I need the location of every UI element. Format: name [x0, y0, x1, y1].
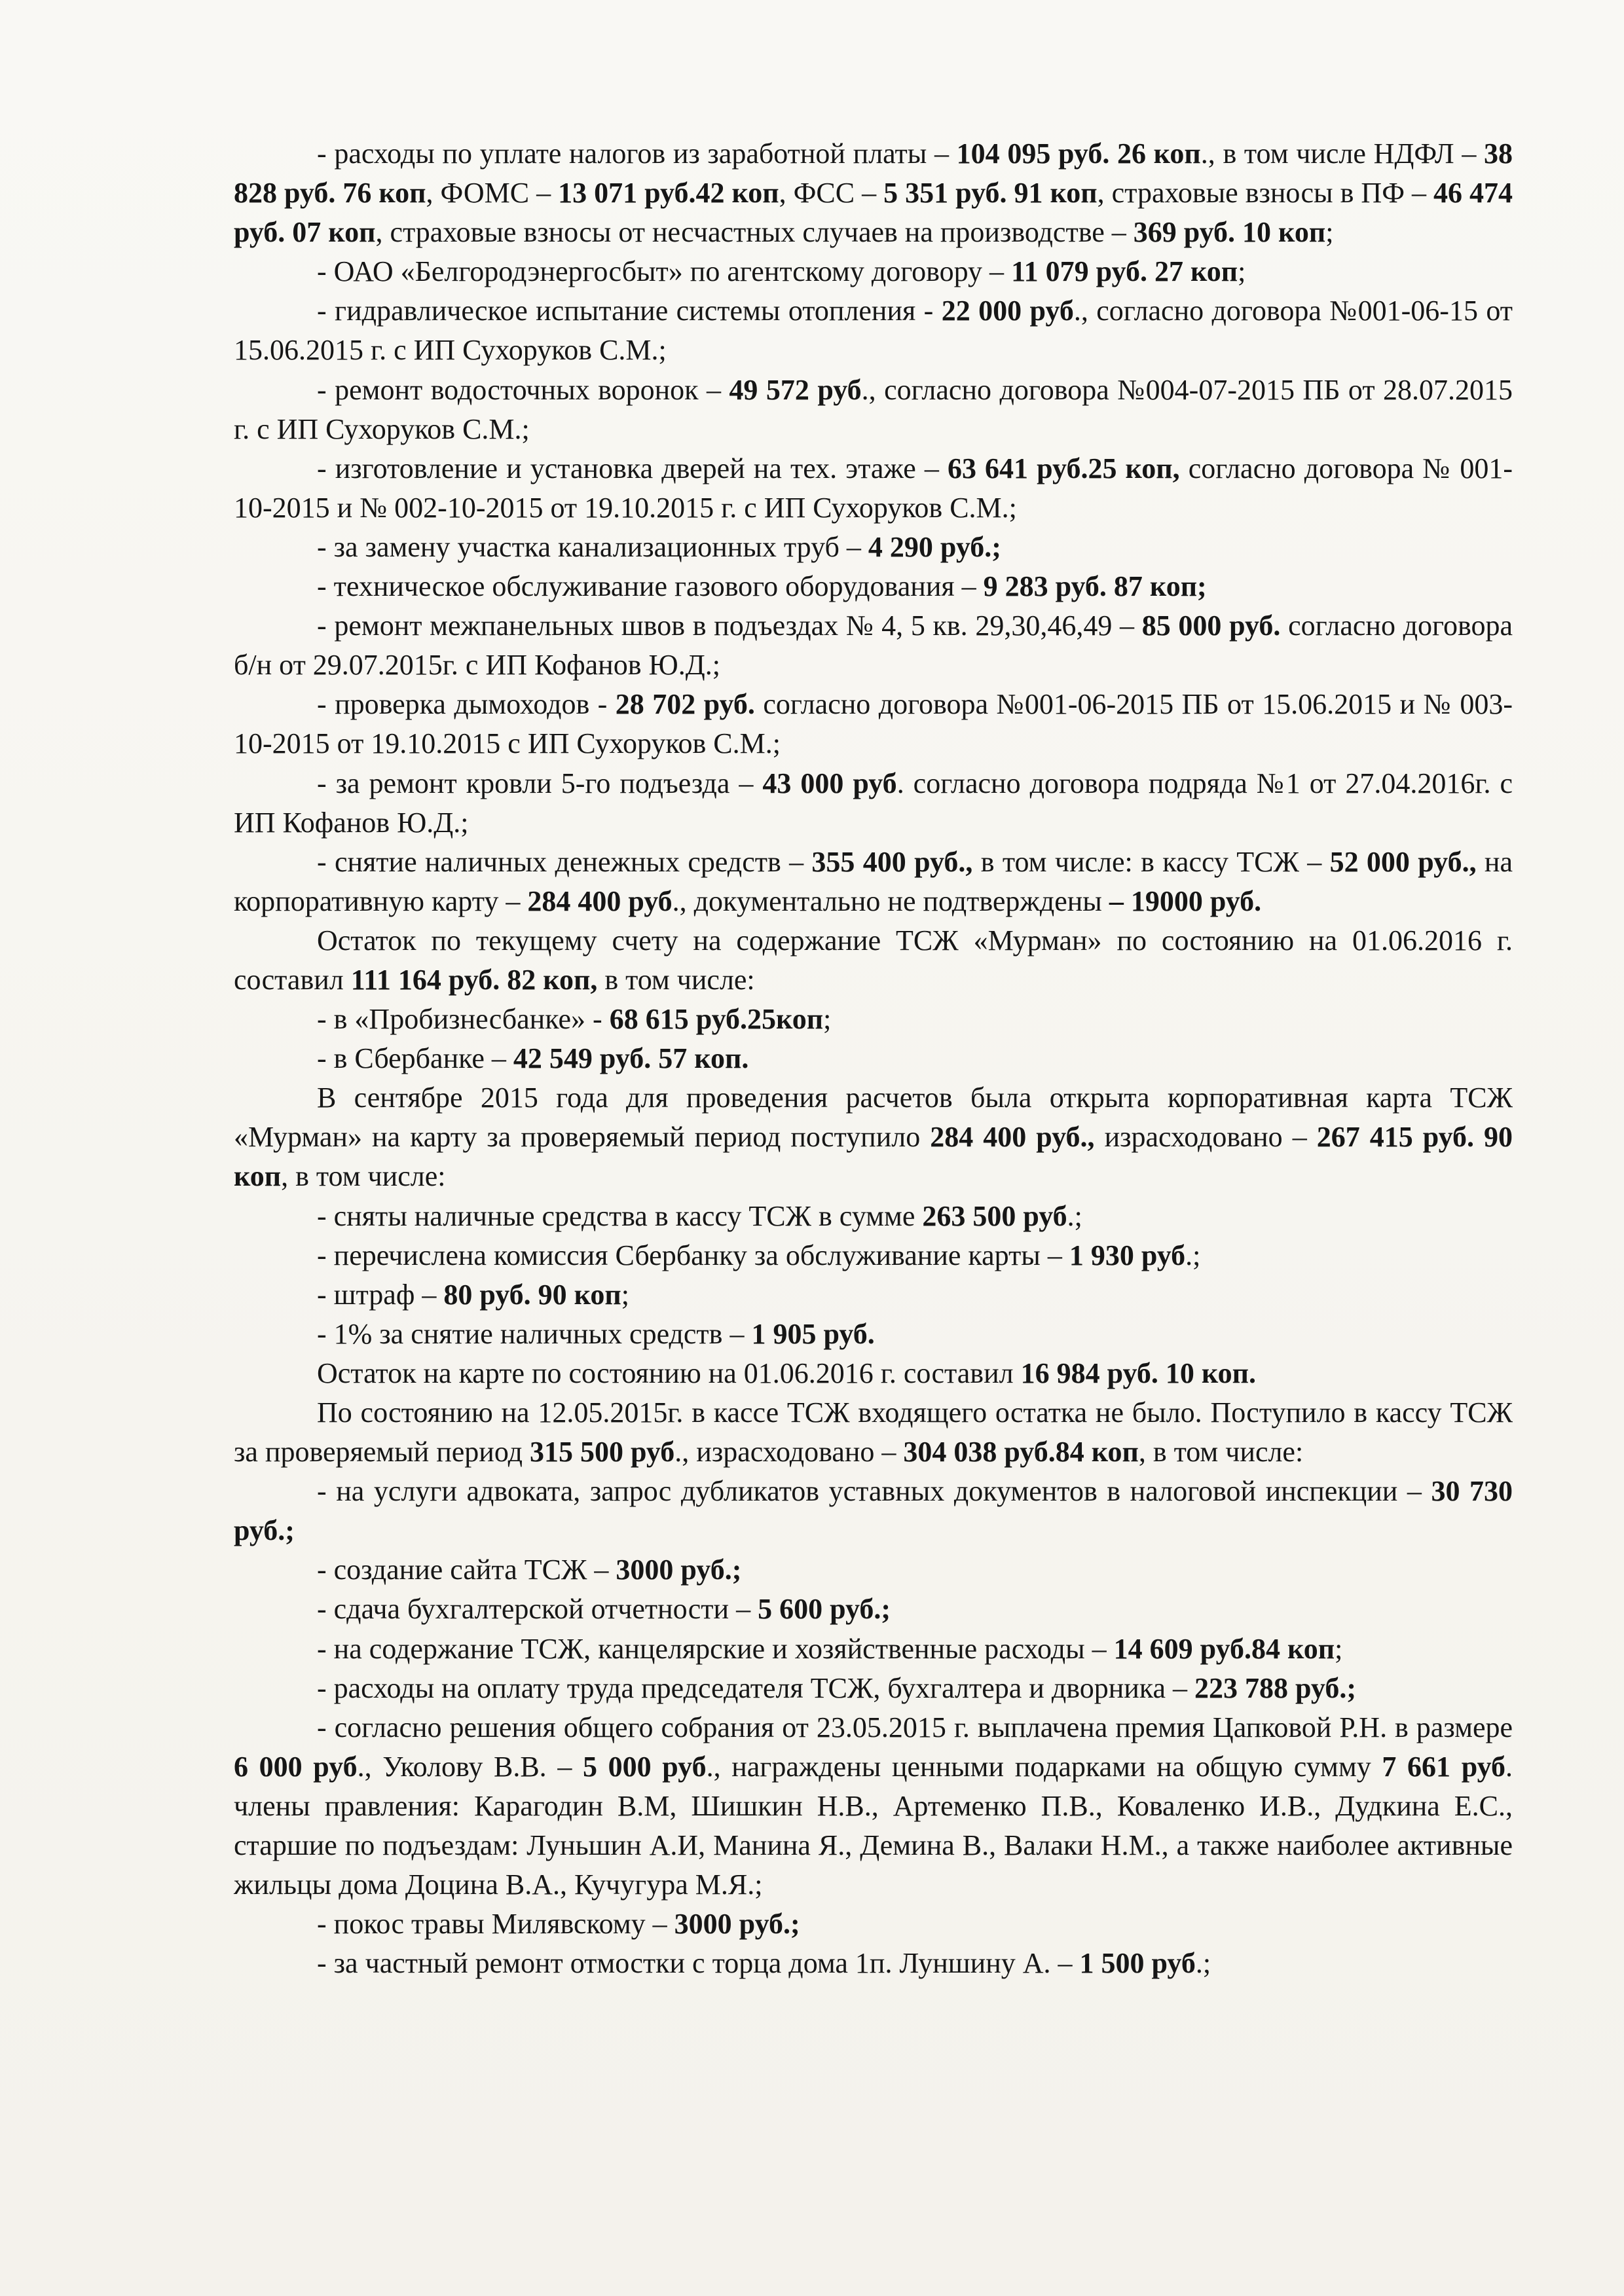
amount-text: 263 500 руб [922, 1199, 1067, 1232]
amount-text: 1 905 руб. [751, 1317, 875, 1350]
amount-text: 5 600 руб.; [758, 1593, 891, 1626]
paragraph [234, 1669, 1513, 1708]
amount-text: 5 351 руб. 91 коп [883, 177, 1098, 210]
amount-text: 284 400 руб [527, 884, 673, 917]
text-segment: - изготовление и установка дверей на тех. этаже – [317, 452, 948, 484]
text-segment: .; [1185, 1239, 1201, 1271]
text-segment: - покос травы Милявскому – [317, 1908, 674, 1941]
text-segment: ; [1238, 255, 1246, 288]
amount-text: 16 984 руб. 10 коп. [1020, 1357, 1257, 1389]
text-segment: - снятие наличных денежных средств – [317, 845, 812, 878]
text-segment: - ремонт межпанельных швов в подъездах № 4, 5 кв. 29,30,46,49 – [317, 610, 1142, 642]
text-segment: ; [823, 1003, 832, 1036]
paragraph [234, 1354, 1513, 1393]
paragraph [234, 1550, 1513, 1590]
paragraph [234, 685, 1513, 763]
text-segment: - в Сбербанке – [317, 1042, 513, 1075]
text-segment: ., Уколову В.В. – [357, 1750, 583, 1783]
amount-text: 1 500 руб [1079, 1947, 1196, 1980]
text-segment: В сентябре 2015 года для проведения расчетов была открыта корпоративная карта ТСЖ «Мурман» на карту за проверяемый период поступило [234, 1082, 1513, 1154]
text-segment: ; [1335, 1632, 1343, 1665]
text-segment: .; [1067, 1199, 1082, 1232]
text-segment: , ФСС – [779, 177, 884, 210]
paragraph [234, 567, 1513, 606]
amount-text: 43 000 руб [762, 767, 897, 799]
amount-text: 355 400 руб., [811, 845, 973, 878]
amount-text: 304 038 руб.84 коп [903, 1436, 1139, 1468]
amount-text: 3000 руб.; [674, 1908, 800, 1941]
text-segment: - на содержание ТСЖ, канцелярские и хозяйственные расходы – [317, 1632, 1114, 1665]
text-segment: согласно договора №001-06-2015 ПБ от 15.06.2015 и № 003-10-2015 от 19.10.2015 с ИП Сухоруков С.М.; [234, 688, 1513, 760]
text-segment: ., согласно договора №004-07-2015 ПБ от 28.07.2015 г. с ИП Сухоруков С.М.; [234, 373, 1513, 445]
paragraph [234, 1275, 1513, 1315]
paragraph [234, 1315, 1513, 1354]
amount-text: 38 828 руб. 76 коп [234, 137, 1513, 210]
text-segment: ; [621, 1278, 630, 1311]
amount-text: 80 руб. 90 коп [443, 1278, 621, 1311]
amount-text: 5 000 руб [582, 1750, 707, 1783]
amount-text: 28 702 руб. [615, 688, 755, 721]
text-segment: - перечислена комиссия Сбербанку за обслуживание карты – [317, 1239, 1069, 1271]
amount-text: 3000 руб.; [616, 1554, 742, 1586]
amount-text: 4 290 руб.; [868, 530, 1001, 563]
amount-text: 6 000 руб [234, 1750, 358, 1783]
text-segment: ., согласно договора №001-06-15 от 15.06.2015 г. с ИП Сухоруков С.М.; [234, 295, 1513, 367]
paragraph [234, 843, 1513, 921]
paragraph [234, 1708, 1513, 1904]
paragraph [234, 449, 1513, 528]
text-segment: на корпоративную карту – [234, 845, 1513, 917]
paragraph [234, 1236, 1513, 1275]
amount-text: 267 415 руб. 90 коп [234, 1121, 1513, 1193]
text-segment: - сдача бухгалтерской отчетности – [317, 1593, 758, 1626]
text-segment: . согласно договора подряда №1 от 27.04.2016г. с ИП Кофанов Ю.Д.; [234, 767, 1513, 839]
paragraph [234, 921, 1513, 1000]
amount-text: 63 641 руб.25 коп, [947, 452, 1180, 484]
paragraph [234, 1472, 1513, 1550]
text-segment: ., награждены ценными подарками на общую сумму [706, 1750, 1382, 1783]
text-segment: ., израсходовано – [674, 1436, 904, 1468]
text-segment: израсходовано – [1094, 1121, 1317, 1154]
text-segment: - расходы на оплату труда председателя ТСЖ, бухгалтера и дворника – [317, 1671, 1195, 1704]
text-segment: , в том числе: [281, 1160, 446, 1193]
amount-text: 315 500 руб [529, 1436, 675, 1468]
text-segment: . члены правления: Карагодин В.М, Шишкин Н.В., Артеменко П.В., Коваленко И.В., Дудкина Е.С., старшие по подъездам: Луньшин А.И, Манина Я., Демина В., Валаки Н.М., а также наиболее активные жильцы дома Доцина В.А., Кучугура М.Я.; [234, 1750, 1513, 1901]
text-segment: согласно договора № 001-10-2015 и № 002-10-2015 от 19.10.2015 г. с ИП Сухоруков С.М.; [234, 452, 1513, 524]
text-segment: , страховые взносы от несчастных случаев на производстве – [375, 216, 1134, 249]
amount-text: 7 661 руб [1382, 1750, 1506, 1783]
text-segment: - ремонт водосточных воронок – [317, 373, 729, 406]
text-segment: , в том числе: [1138, 1436, 1304, 1468]
text-segment: в том числе: в кассу ТСЖ – [972, 845, 1330, 878]
amount-text: 1 930 руб [1069, 1239, 1186, 1271]
text-segment: - сняты наличные средства в кассу ТСЖ в сумме [317, 1199, 923, 1232]
text-segment: По состоянию на 12.05.2015г. в кассе ТСЖ входящего остатка не было. Поступило в кассу ТСЖ за проверяемый период [234, 1396, 1513, 1468]
text-segment: ; [1325, 216, 1334, 249]
amount-text: 68 615 руб.25коп [609, 1003, 824, 1036]
text-segment: - штраф – [317, 1278, 444, 1311]
text-segment: .; [1195, 1947, 1211, 1980]
paragraph [234, 1078, 1513, 1196]
paragraph [234, 1590, 1513, 1629]
paragraph [234, 1904, 1513, 1944]
text-segment: ., документально не подтверждены [672, 884, 1109, 917]
text-segment: - ОАО «Белгородэнергосбыт» по агентскому договору – [317, 255, 1012, 288]
amount-text: – 19000 руб. [1109, 884, 1262, 917]
text-segment: - проверка дымоходов - [317, 688, 616, 721]
amount-text: 14 609 руб.84 коп [1113, 1632, 1335, 1665]
text-segment: - создание сайта ТСЖ – [317, 1554, 616, 1586]
amount-text: 104 095 руб. 26 коп [956, 137, 1201, 170]
paragraph [234, 1197, 1513, 1236]
text-segment: - техническое обслуживание газового оборудования – [317, 570, 984, 603]
amount-text: 9 283 руб. 87 коп; [983, 570, 1207, 603]
paragraph [234, 1944, 1513, 1983]
amount-text: 22 000 руб [941, 295, 1074, 327]
text-segment: - гидравлическое испытание системы отопления - [317, 295, 942, 327]
amount-text: 52 000 руб., [1329, 845, 1477, 878]
amount-text: 284 400 руб., [930, 1121, 1095, 1154]
text-segment: - в «Пробизнесбанке» - [317, 1003, 610, 1036]
paragraph [234, 252, 1513, 291]
paragraph [234, 1393, 1513, 1472]
text-segment: - за замену участка канализационных труб – [317, 530, 868, 563]
text-segment: - за ремонт кровли 5-го подъезда – [317, 767, 763, 799]
amount-text: 223 788 руб.; [1194, 1671, 1356, 1704]
text-segment: ., в том числе НДФЛ – [1200, 137, 1484, 170]
amount-text: 46 474 руб. 07 коп [234, 177, 1513, 249]
text-segment: , страховые взносы в ПФ – [1097, 177, 1433, 210]
amount-text: 49 572 руб [729, 373, 862, 406]
text-segment: - согласно решения общего собрания от 23.05.2015 г. выплачена премия Цапковой Р.Н. в размере [317, 1711, 1513, 1743]
paragraph [234, 528, 1513, 567]
text-segment: , ФОМС – [426, 177, 559, 210]
text-segment: - за частный ремонт отмостки с торца дома 1п. Луншину А. – [317, 1947, 1080, 1980]
amount-text: 111 164 руб. 82 коп, [350, 963, 598, 996]
amount-text: 30 730 руб.; [234, 1475, 1513, 1547]
paragraph [234, 1000, 1513, 1039]
paragraph [234, 1630, 1513, 1669]
paragraph [234, 1039, 1513, 1078]
document-body [234, 134, 1513, 1983]
amount-text: 369 руб. 10 коп [1133, 216, 1326, 249]
paragraph [234, 764, 1513, 843]
text-segment: - на услуги адвоката, запрос дубликатов уставных документов в налоговой инспекции – [317, 1475, 1431, 1508]
text-segment: - 1% за снятие наличных средств – [317, 1317, 752, 1350]
amount-text: 13 071 руб.42 коп [558, 177, 779, 210]
amount-text: 11 079 руб. 27 коп [1011, 255, 1238, 288]
paragraph [234, 606, 1513, 685]
amount-text: 85 000 руб. [1141, 610, 1281, 642]
text-segment: в том числе: [597, 963, 755, 996]
text-segment: Остаток по текущему счету на содержание ТСЖ «Мурман» по состоянию на 01.06.2016 г. составил [234, 924, 1513, 996]
paragraph [234, 291, 1513, 370]
paragraph [234, 371, 1513, 449]
text-segment: - расходы по уплате налогов из заработной платы – [317, 137, 957, 170]
text-segment: согласно договора б/н от 29.07.2015г. с ИП Кофанов Ю.Д.; [234, 610, 1513, 682]
amount-text: 42 549 руб. 57 коп. [513, 1042, 749, 1075]
paragraph [234, 134, 1513, 252]
text-segment: Остаток на карте по состоянию на 01.06.2016 г. составил [317, 1357, 1021, 1389]
